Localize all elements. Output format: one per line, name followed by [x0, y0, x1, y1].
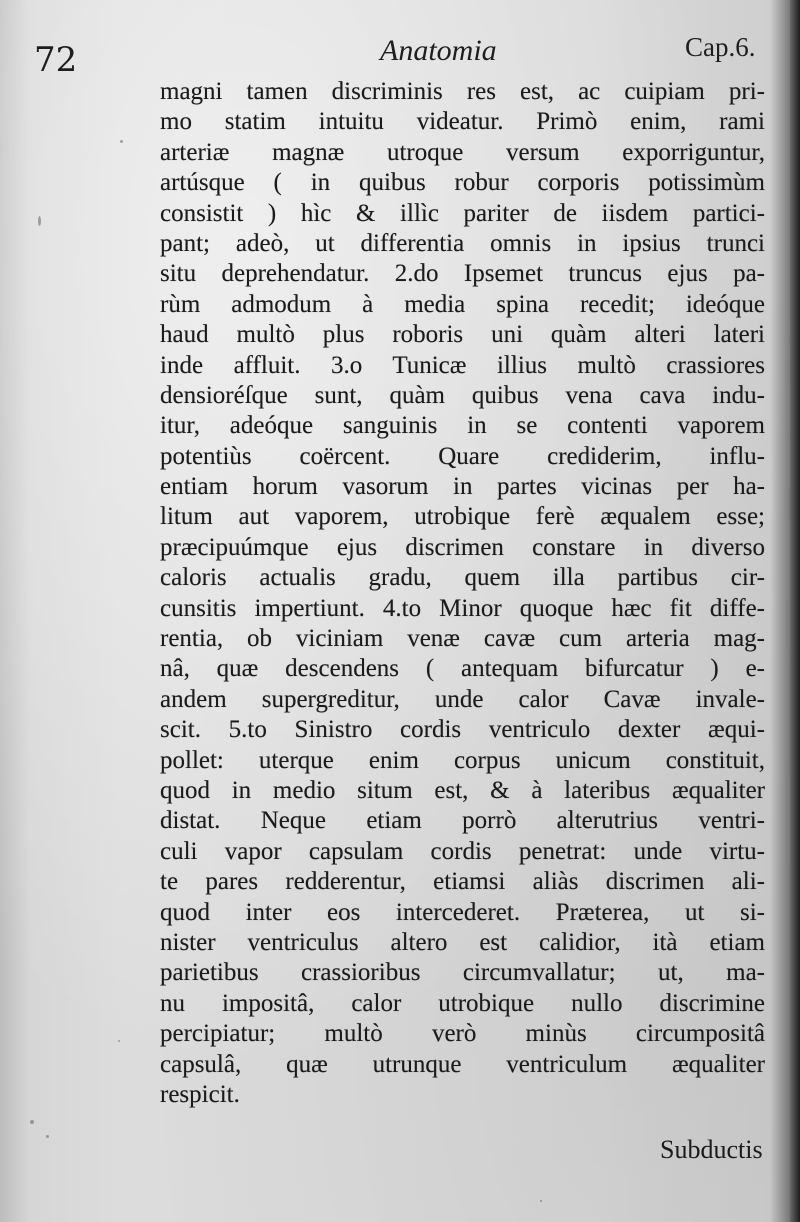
text-line: situ deprehendatur. 2.do Ipsemet truncus ejus pa- — [160, 260, 765, 288]
text-line: scit. 5.to Sinistro cordis ventriculo dexter æqui- — [160, 716, 765, 744]
paper-speck — [118, 1040, 120, 1042]
text-line: inde affluit. 3.o Tunicæ illius multò crassiores — [160, 351, 765, 379]
text-line: cunsitis impertiunt. 4.to Minor quoque hæc fit diffe- — [160, 594, 765, 622]
paper-speck — [38, 216, 41, 226]
text-line: respicit. — [160, 1080, 240, 1108]
text-line: nâ, quæ descendens ( antequam bifurcatur ) e- — [160, 655, 765, 683]
text-line: consistit ) hìc & illìc pariter de iisdem partici- — [160, 199, 765, 227]
text-line: distat. Neque etiam porrò alterutrius ventri- — [160, 807, 765, 835]
text-line: quod inter eos intercederet. Præterea, ut si- — [160, 898, 765, 926]
book-spine-shadow — [790, 0, 800, 1222]
paper-speck — [540, 1200, 542, 1202]
text-line: artúsque ( in quibus robur corporis potissimùm — [160, 169, 765, 197]
text-line: entiam horum vasorum in partes vicinas per ha- — [160, 473, 765, 501]
text-line: capsulâ, quæ utrunque ventriculum æqualiter — [160, 1050, 765, 1078]
text-line: rentia, ob viciniam venæ cavæ cum arteria mag- — [160, 625, 765, 653]
text-line: culi vapor capsulam cordis penetrat: unde virtu- — [160, 837, 765, 865]
page-header — [0, 20, 780, 80]
text-line: quod in medio situm est, & à lateribus æqualiter — [160, 776, 765, 804]
text-line: nu impositâ, calor utrobique nullo discrimine — [160, 989, 765, 1017]
text-line: pant; adeò, ut differentia omnis in ipsius trunci — [160, 229, 765, 257]
text-line: percipiatur; multò verò minùs circumpositâ — [160, 1020, 765, 1048]
text-line: nister ventriculus altero est calidior, ità etiam — [160, 928, 765, 956]
text-line: arteriæ magnæ utroque versum exporriguntur, — [160, 138, 765, 166]
page-number: 72 — [34, 40, 78, 80]
text-line: mo statim intuitu videatur. Primò enim, rami — [160, 108, 765, 136]
text-line: densioréſque sunt, quàm quibus vena cava indu- — [160, 381, 765, 409]
text-line: pollet: uterque enim corpus unicum constituit, — [160, 746, 765, 774]
text-line: rùm admodum à media spina recedit; ideóque — [160, 290, 765, 318]
chapter-label: Cap.6. — [685, 32, 756, 62]
text-line: itur, adeóque sanguinis in se contenti vaporem — [160, 412, 765, 440]
text-line: caloris actualis gradu, quem illa partibus cir- — [160, 564, 765, 592]
paper-speck — [120, 140, 123, 143]
body-text — [160, 77, 765, 1110]
text-line: præcipuúmque ejus discrimen constare in diverso — [160, 533, 765, 561]
text-line: litum aut vaporem, utrobique ferè æqualem esse; — [160, 503, 765, 531]
running-title: Anatomia — [380, 34, 497, 67]
text-line: te pares redderentur, etiamsi aliàs discrimen ali- — [160, 868, 765, 896]
paper-speck — [30, 1120, 34, 1124]
paper-speck — [46, 1135, 49, 1138]
text-line: magni tamen discriminis res est, ac cuipiam pri- — [160, 78, 765, 105]
text-line: haud multò plus roboris uni quàm alteri lateri — [160, 321, 765, 349]
text-line: potentiùs coërcent. Quare crediderim, influ- — [160, 442, 765, 470]
text-line: andem supergreditur, unde calor Cavæ invale- — [160, 685, 765, 713]
catchword: Subductis — [660, 1135, 763, 1164]
text-line: parietibus crassioribus circumvallatur; ut, ma- — [160, 959, 765, 987]
